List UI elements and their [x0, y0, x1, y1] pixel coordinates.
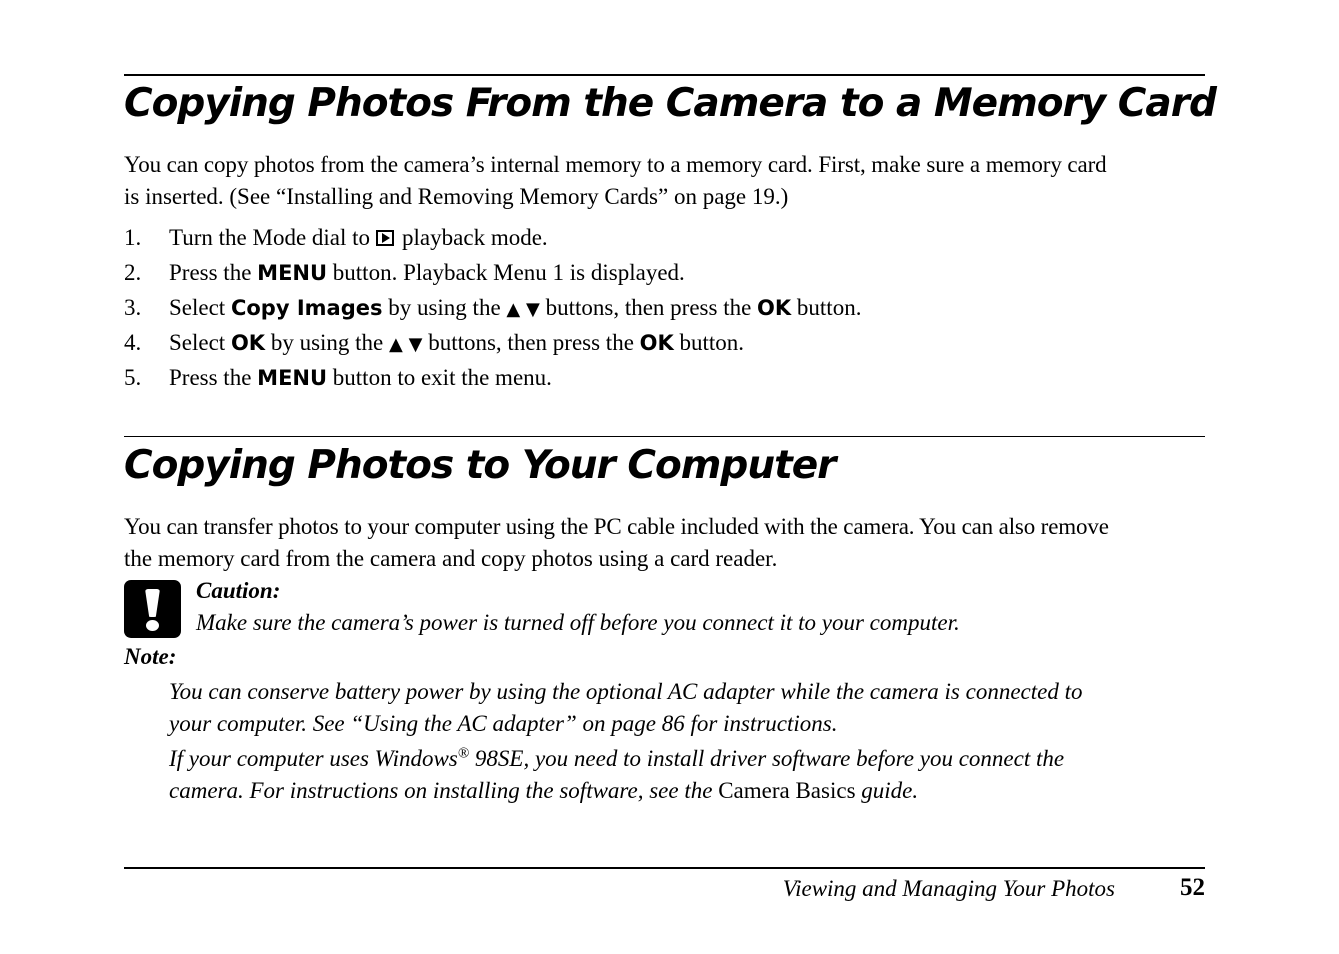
step-number: 3.	[124, 295, 142, 320]
note-paragraph-2	[169, 743, 1205, 807]
step-text: button to exit the menu.	[332, 365, 552, 390]
caution-label: Caution:	[196, 578, 281, 603]
playback-mode-icon	[376, 230, 394, 246]
note-paragraph-1	[169, 676, 1205, 740]
caution-text: Make sure the camera’s power is turned off before you connect it to your computer.	[196, 610, 960, 635]
section1-intro	[124, 149, 1205, 213]
step-text: Press the	[169, 260, 252, 285]
note2-text: If your computer uses Windows	[169, 746, 458, 771]
up-down-arrows-icon: ▲ ▼	[506, 299, 540, 320]
section2-intro-line1: You can transfer photos to your computer using the PC cable included with the camera. You can also remove	[124, 514, 1109, 539]
note1-line1: You can conserve battery power by using the optional AC adapter while the camera is connected to	[169, 679, 1083, 704]
menu-button-label: MENU	[257, 261, 328, 285]
camera-basics-guide-title: Camera Basics	[718, 778, 856, 803]
note2-text: guide.	[855, 778, 919, 803]
section2-title: Copying Photos to Your Computer	[124, 443, 836, 488]
registered-mark: ®	[457, 745, 470, 762]
copy-images-label: Copy Images	[230, 296, 383, 320]
caution-exclamation-icon	[124, 580, 181, 638]
step-number: 1.	[124, 225, 142, 250]
up-down-arrows-icon: ▲ ▼	[389, 334, 423, 355]
step-number: 5.	[124, 365, 142, 390]
step-text: Turn the Mode dial to	[169, 225, 371, 250]
ok-button-label: OK	[757, 296, 792, 320]
step-text: Select	[169, 330, 226, 355]
note1-line2: your computer. See “Using the AC adapter” on page 86 for instructions.	[169, 711, 838, 736]
section1-title: Copying Photos From the Camera to a Memory Card	[124, 81, 1216, 126]
step-text: button.	[796, 295, 862, 320]
step-text: by using the	[388, 295, 501, 320]
section1-intro-line1: You can copy photos from the camera’s internal memory to a memory card. First, make sure a memory card	[124, 152, 1107, 177]
footer-rule	[124, 867, 1205, 869]
step-text: Select	[169, 295, 226, 320]
section2-top-rule	[124, 436, 1205, 437]
section1-top-rule	[124, 74, 1205, 76]
step-text: buttons, then press the	[428, 330, 634, 355]
ok-option-label: OK	[230, 331, 266, 355]
section1-intro-line2: is inserted. (See “Installing and Removing Memory Cards” on page 19.)	[124, 184, 789, 209]
menu-button-label: MENU	[257, 366, 328, 390]
section2-intro	[124, 511, 1205, 575]
ok-button-label: OK	[639, 331, 674, 355]
manual-page	[124, 0, 1216, 954]
step-number: 4.	[124, 330, 142, 355]
step-number: 2.	[124, 260, 142, 285]
section2-intro-line2: the memory card from the camera and copy photos using a card reader.	[124, 546, 778, 571]
footer-chapter-title: Viewing and Managing Your Photos	[782, 876, 1115, 901]
step-text: playback mode.	[402, 225, 548, 250]
note2-text: camera. For instructions on installing the software, see the	[169, 778, 719, 803]
note2-text: 98SE, you need to install driver software before you connect the	[469, 746, 1065, 771]
note-label: Note:	[124, 644, 177, 669]
step-text: buttons, then press the	[545, 295, 752, 320]
step-text: Press the	[169, 365, 252, 390]
step-text: button.	[679, 330, 745, 355]
step-text: button. Playback Menu 1 is displayed.	[332, 260, 685, 285]
page-number: 52	[1180, 874, 1205, 901]
step-text: by using the	[270, 330, 384, 355]
